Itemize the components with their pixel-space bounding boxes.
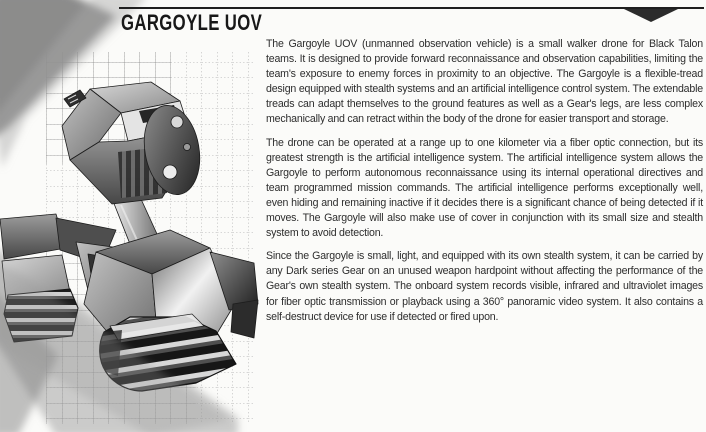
paragraph-3: Since the Gargoyle is small, light, and equipped with its own stealth system, it can be carried by any Dark series Gear on an unused weapon hardpoint without affecting the performance of the Gear's own stealth system. The onboard system records visible, infrared and ultraviolet images for fiber optic transmission or playback using a 360° panoramic video system. It also contains a self-destruct device for use if detected or fired upon. xyxy=(266,250,703,323)
down-triangle-icon xyxy=(624,9,678,22)
header-rule xyxy=(119,7,704,9)
article-text xyxy=(266,37,703,333)
paragraph-1: The Gargoyle UOV (unmanned observation vehicle) is a small walker drone for Black Talon teams. It is designed to provide forward reconnaissance and observation capabilities, limiting the team's exposure to enemy forces in proximity to an objective. The Gargoyle is a flexible-tread design equipped with stealth systems and an artificial intelligence control system. The extendable treads can adapt themselves to the ground features as well as a Gear's legs, are less complex mechanically and can retract within the body of the drone for easier transport and storage. xyxy=(266,38,703,126)
drone-illustration xyxy=(0,0,263,432)
drone-lens-upper xyxy=(171,116,183,128)
paragraph-2: The drone can be operated at a range up to one kilometer via a fiber optic connection, but its greatest strength is the artificial intelligence system. The artificial intelligence system allows the Gargoyle to perform autonomous reconnaissance using its internal operational directives and team programmed mission commands. The artificial intelligence performs exceptionally well, even hiding and remaining inactive if it decides there is a significant chance of being detected if it moves. The Gargoyle will also make use of cover in conjunction with its small size and stealth system to avoid detection. xyxy=(266,136,703,240)
drone-lens-lower xyxy=(163,165,177,179)
page-title: GARGOYLE UOV xyxy=(121,10,263,35)
